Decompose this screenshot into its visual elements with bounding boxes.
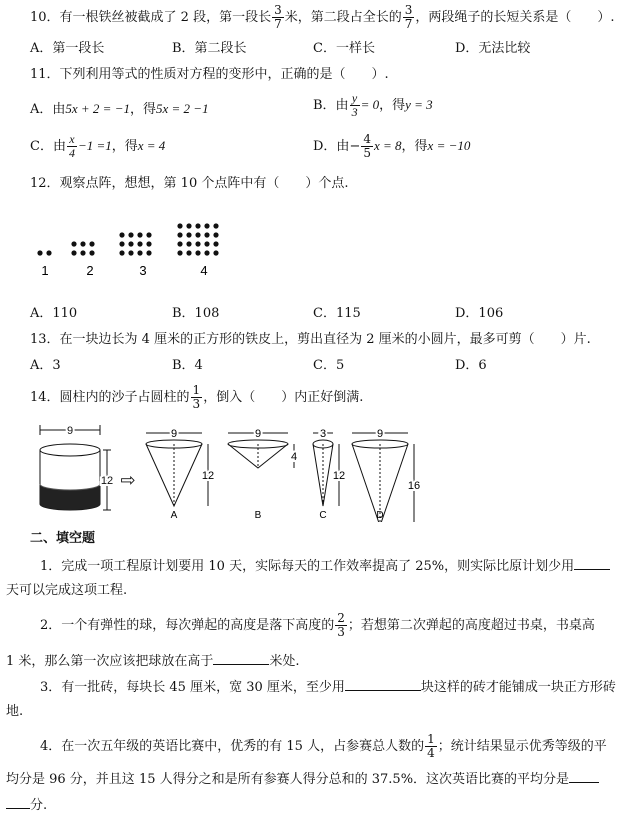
q13-stem: 13．在一块边长为 4 厘米的正方形的铁皮上，剪出直径为 2 厘米的小圆片，最多可剪（ ）片. (30, 332, 591, 347)
cone-d-side-label: 16 (407, 480, 421, 492)
cone-c-side-label: 12 (332, 470, 346, 482)
dot-array-1-dot (46, 250, 51, 255)
f3-answer-blank[interactable] (345, 677, 421, 691)
f1-line-1: 1．完成一项工程原计划要用 10 天，实际每天的工作效率提高了 25%，则实际比原计划少用 (40, 556, 610, 576)
q12-option-d[interactable]: D．106 (455, 306, 504, 321)
q10-fraction-2: $\frac{3}{7}$ (404, 3, 413, 31)
f2-answer-blank[interactable] (213, 651, 269, 665)
cone-figure (30, 422, 430, 522)
dot-array-4-dot (186, 241, 191, 246)
dot-array-3-dot (119, 241, 124, 246)
dot-array-4-dot (195, 250, 200, 255)
arrow-icon: ⇨ (120, 470, 136, 490)
dot-array-2-dot (80, 241, 85, 246)
dot-array-label-3: 3 (139, 263, 147, 278)
dot-array-2-dot (80, 250, 85, 255)
f3-line-2: 地. (6, 704, 24, 719)
dot-array-4-dot (186, 250, 191, 255)
q11-option-b[interactable]: B．由 $\frac{y}{3}$ = 0，得y = 3 (313, 91, 433, 119)
f4-answer-blank-2[interactable] (6, 795, 30, 809)
cylinder-height-label: 12 (100, 475, 114, 487)
q14-fraction: $\frac{1}{3}$ (192, 383, 201, 411)
cone-b-side-label: 4 (290, 451, 298, 463)
q11-option-c[interactable]: C．由 $\frac{x}{4}$ −1 =1，得x = 4 (30, 132, 166, 160)
f1-answer-blank[interactable] (574, 556, 610, 570)
dot-array-4-dot (213, 223, 218, 228)
cone-a-side-label: 12 (201, 470, 215, 482)
q11-stem: 11．下列利用等式的性质对方程的变形中，正确的是（ ）. (30, 67, 389, 82)
dot-array-label-4: 4 (200, 263, 208, 278)
dot-array-label-1: 1 (41, 263, 49, 278)
dot-array-4-dot (204, 241, 209, 246)
q14-stem: 14．圆柱内的沙子占圆柱的 $\frac{1}{3}$ ，倒入（ ）内正好倒满. (30, 383, 364, 411)
q13-option-d[interactable]: D．6 (455, 358, 487, 373)
cone-d-top-label: 9 (376, 428, 384, 440)
dot-array-2-dot (89, 250, 94, 255)
dot-array-2-dot (71, 250, 76, 255)
q13-option-c[interactable]: C．5 (313, 358, 345, 373)
q13-option-b[interactable]: B．4 (172, 358, 203, 373)
dot-array-2-dot (71, 241, 76, 246)
q10-text-1: 10．有一根铁丝被截成了 2 段，第一段长 (30, 10, 272, 25)
dot-array-4-dot (204, 232, 209, 237)
cone-d[interactable] (352, 428, 420, 522)
dot-array-3-dot (128, 241, 133, 246)
q10-option-a[interactable]: A．第一段长 (30, 41, 105, 56)
dot-array-4-dot (177, 232, 182, 237)
f1-line-2: 天可以完成这项工程. (6, 583, 128, 598)
dot-array-4-dot (195, 241, 200, 246)
cylinder-shape (40, 425, 113, 510)
dot-array-4-dot (177, 250, 182, 255)
dot-array-4-dot (204, 223, 209, 228)
dot-array-3-dot (146, 232, 151, 237)
q12-option-a[interactable]: A．110 (30, 306, 78, 321)
q10-option-d[interactable]: D．无法比较 (455, 41, 531, 56)
cone-a-label: A (170, 510, 178, 521)
dot-array-3-dot (146, 250, 151, 255)
q12-option-b[interactable]: B．108 (172, 306, 220, 321)
cone-a-top-label: 9 (170, 428, 178, 440)
f3-line-1: 3．有一批砖，每块长 45 厘米，宽 30 厘米，至少用 块这样的砖才能铺成一块正方形砖 (40, 677, 616, 697)
f2-line-2: 1 米，那么第一次应该把球放在高于 米处. (6, 651, 300, 671)
dot-array-4-dot (177, 241, 182, 246)
dot-array-4-dot (213, 241, 218, 246)
q12-stem: 12．观察点阵，想想，第 10 个点阵中有（ ）个点. (30, 176, 349, 191)
dot-array-4-dot (213, 250, 218, 255)
f4-fraction: $\frac{1}{4}$ (427, 732, 435, 760)
dot-array-3-dot (137, 250, 142, 255)
dot-array-2-dot (89, 241, 94, 246)
dot-array-4-dot (195, 223, 200, 228)
dot-array-4-dot (186, 223, 191, 228)
cone-b-top-label: 9 (254, 428, 262, 440)
cone-c-top-label: 3 (319, 428, 327, 440)
section-heading-fill-blank: 二、填空题 (30, 531, 96, 546)
dot-array-3-dot (128, 250, 133, 255)
f2-fraction: $\frac{2}{3}$ (337, 611, 345, 639)
q10-stem (30, 4, 615, 31)
dot-array-3-dot (137, 241, 142, 246)
cone-b-label: B (254, 510, 262, 521)
q11-option-d[interactable]: D．由− $\frac{4}{5}$ x = 8，得x = −10 (313, 132, 471, 160)
q11-option-a[interactable]: A．由5x + 2 = −1，得5x = 2 −1 (30, 101, 209, 117)
dot-array-3-dot (137, 232, 142, 237)
dot-array-1-dot (37, 250, 42, 255)
q13-option-a[interactable]: A．3 (30, 358, 61, 373)
dot-array-4-dot (213, 232, 218, 237)
cone-d-label: D (376, 510, 384, 521)
dot-array-4-dot (186, 232, 191, 237)
dot-array-figure (30, 213, 280, 293)
q10-fraction-1: $\frac{3}{7}$ (274, 3, 282, 31)
dot-array-label-2: 2 (86, 263, 94, 278)
cone-c[interactable] (313, 428, 345, 521)
q10-text-2: 米，第二段占全长的 (284, 10, 402, 25)
cone-c-label: C (319, 510, 327, 521)
cone-b[interactable] (228, 428, 297, 521)
f4-line-1: 4．在一次五年级的英语比赛中，优秀的有 15 人，占参赛总人数的 $\frac{1}{4}$ ；统计结果显示优秀等级的平 (40, 732, 607, 760)
dot-array-3-dot (119, 250, 124, 255)
f2-line-1: 2．一个有弹性的球，每次弹起的高度是落下高度的 $\frac{2}{3}$ ；若想第二次弹起的高度超过书桌，书桌高 (40, 611, 595, 639)
q10-text-3: ，两段绳子的长短关系是（ ）. (415, 10, 615, 25)
dot-array-3-dot (146, 241, 151, 246)
f4-line-3: 分. (6, 795, 47, 813)
f4-line-2: 均分是 96 分，并且这 15 人得分之和是所有参赛人得分总和的 37.5%．这次英语比赛的平均分是 (6, 769, 599, 789)
dot-array-3-dot (119, 232, 124, 237)
f4-answer-blank-1[interactable] (569, 769, 599, 783)
q10-option-c[interactable]: C．一样长 (313, 41, 375, 56)
dot-array-4-dot (177, 223, 182, 228)
q12-option-c[interactable]: C．115 (313, 306, 361, 321)
dot-array-4-dot (195, 232, 200, 237)
q10-option-b[interactable]: B．第二段长 (172, 41, 247, 56)
dot-array-4-dot (204, 250, 209, 255)
cylinder-width-label: 9 (66, 425, 74, 437)
dot-array-3-dot (128, 232, 133, 237)
cone-a[interactable] (146, 428, 214, 521)
